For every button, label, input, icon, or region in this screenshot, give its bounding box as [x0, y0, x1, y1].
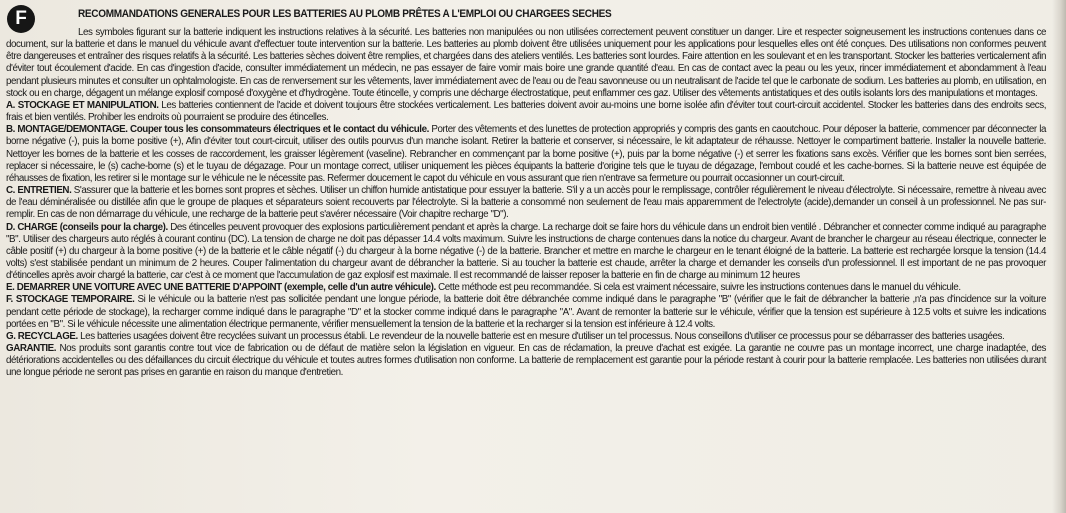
section-c-heading: C. ENTRETIEN.	[6, 185, 72, 197]
page-edge-shadow	[1052, 0, 1066, 513]
section-a-text: Les batteries contiennent de l'acide et doivent toujours être stockées verticalement. Les batteries doivent avoir au-moins une borne isolée afin d'éviter tout court-circuit accidentel. Stocker les batteries dans des endroits secs, frais et bien ventilés. Prohiber les endroits où pourraient se produire des étincelles.	[6, 99, 1046, 124]
section-f	[6, 294, 1046, 330]
warranty-heading: GARANTIE.	[6, 343, 57, 355]
section-c	[6, 185, 1046, 221]
section-d-heading: D. CHARGE (conseils pour la charge).	[6, 221, 168, 233]
section-c-text: S'assurer que la batterie et les bornes sont propres et sèches. Utiliser un chiffon humide antistatique pour essuyer la batterie. S'il y a un accès pour le remplissage, contrôler régulièrement le niveau d'électrolyte. Si nécessaire, remettre à niveau avec de l'eau déminéralisée ou distillée afin que le groupe de plaques et séparateurs soient recouverts par l'électrolyte. Si la batterie a consommé non seulement de l'eau mais apparemment de l'electrolyte (acide),demander un conseil à un professionnel. Ne pas sur-remplir. En cas de non démarrage du véhicule, une recharge de la batterie peut s'avérer nécessaire (Voir chapitre recharge "D").	[6, 185, 1046, 221]
section-b-heading: B. MONTAGE/DEMONTAGE.	[6, 124, 128, 136]
section-f-heading: F. STOCKAGE TEMPORAIRE.	[6, 294, 135, 306]
section-d-text: Des étincelles peuvent provoquer des explosions particulièrement pendant et après la charge. La recharge doit se faire hors du véhicule dans un endroit bien ventilé . Débrancher et connecter comme indiqué au paragraphe "B". Utiliser des chargeurs auto réglés à courant continu (DC). La tension de charge ne doit pas dépasser 14.4 volts maximum. Suivre les instructions de charge contenues dans la notice du chargeur. Avant de brancher le chargeur au réseau électrique, connecter le câble positif (+) du chargeur à la borne positive (+) de la batterie et le câble négatif (-) du chargeur à la borne négative (-) de la batterie. Brancher et mettre en marche le chargeur en le tenant éloigné de la batterie. La batterie est rechargée lorsque la tension (14.4 volts) s'est stabilisée pendant un minimum de 2 heures. Couper l'alimentation du chargeur avant de débrancher la batterie. Si au toucher la batterie est chaude, arrêter la charge et demander les conseils d'un professionnel. Il est important de ne pas provoquer d'étincelles après avoir chargé la batterie, car c'est à ce moment que l'accumulation de gaz explosif est maximale. Il est recommandé de laisser reposer la batterie en fin de charge au minimum 12 heures	[6, 221, 1046, 282]
section-b-emphasis: Couper tous les consommateurs électriques et le contact du véhicule.	[127, 124, 429, 136]
warranty-text: Nos produits sont garantis contre tout vice de fabrication ou de défaut de matière selon la législation en vigueur. En cas de réclamation, la preuve d'achat est exigée. La garantie ne couvre pas un montage incorrect, une charge inadaptée, des détériorations accidentelles ou des défaillances du circuit électrique du véhicule et toutes autres formes d'utilisation non conforme. La batterie de remplacement est garantie pour la période restant à courir pour la batterie remplacée. Les batteries non utilisées durant une longue période ne seront pas prises en garantie en raison du manque d'entretien.	[6, 343, 1046, 379]
section-a	[6, 100, 1046, 124]
section-e-text: Cette méthode est peu recommandée. Si cela est vraiment nécessaire, suivre les instructions contenues dans le manuel du véhicule.	[435, 282, 961, 294]
section-g-text: Les batteries usagées doivent être recyclées suivant un processus établi. Le revendeur de la nouvelle batterie est en mesure d'utiliser un tel processus. Nous conseillons d'utiliser ce processus pour se débarrasser des batteries usagées.	[77, 330, 1005, 342]
section-a-heading: A. STOCKAGE ET MANIPULATION.	[6, 99, 159, 111]
section-d	[6, 222, 1046, 283]
section-e	[6, 282, 1046, 294]
document-title: RECOMMANDATIONS GENERALES POUR LES BATTERIES AU PLOMB PRÊTES A L'EMPLOI OU CHARGEES SECHES	[78, 8, 612, 20]
section-g-heading: G. RECYCLAGE.	[6, 330, 78, 342]
document-body	[6, 27, 1046, 380]
language-badge: F	[7, 5, 35, 33]
intro-paragraph: Les symboles figurant sur la batterie indiquent les instructions relatives à la sécurité. Les batteries non manipulées ou non utilisées correctement peuvent constituer un danger. Lire et respecter soigneusement les instructions contenues dans ce document, sur la batterie et dans le manuel du véhicule avant d'effectuer toute intervention sur la batterie. Les batteries au plomb doivent être utilisées uniquement pour les applications pour lesquelles elles ont été conçues. Des utilisations non conformes peuvent être dangereuses et entraîner des risques relatifs à la sécurité. Les batteries sèches doivent être remplies, et chargées dans des ateliers ventilés. Les batteries sont lourdes. Faire attention en les soulevant et en les transportant. Stocker les batteries verticalement afin d'éviter tout écoulement d'acide. En cas d'ingestion d'acide, consulter immédiatement un médecin, ne pas essayer de faire vomir mais boire une grande quantité d'eau. En cas de contact avec la peau ou les yeux, rincer immédiatement et abondamment à l'eau pendant plusieurs minutes et consulter un ophtalmologiste. En cas de renversement sur les vêtements, laver immédiatement avec de l'eau ou de l'eau savonneuse ou un neutralisant de l'acide tel que le carbonate de sodium. Les batteries au plomb, en utilisation, en stock ou en charge, dégagent un mélange explosif composé d'oxygène et d'hydrogène. Toute étincelle, y compris une décharge électrostatique, peut enflammer ces gaz. Utiliser des vêtements antistatiques et des outils isolants lors des manipulations et montages.	[6, 27, 1046, 99]
section-e-heading: E. DEMARRER UNE VOITURE AVEC UNE BATTERIE D'APPOINT (exemple, celle d'un autre véhicule).	[6, 282, 436, 294]
section-b	[6, 124, 1046, 185]
section-b-text: Porter des vêtements et des lunettes de protection appropriés y compris des gants en caoutchouc. Pour déposer la batterie, commencer par déconnecter la borne négative (-), puis la borne positive (+), Afin d'éviter tout court-circuit, utiliser des outils pourvus d'un manche isolant. Retirer la batterie et conserver, si nécessaire, le kit adaptateur de réhausse. Nettoyer le compartiment batterie. Installer la nouvelle batterie. Nettoyer les bornes de la batterie et les cosses de raccordement, les graisser légèrement (vaseline). Rebrancher en commençant par la borne positive (+), puis par la borne négative (-) et serrer les fixations sans excès. Vérifier que les bornes sont bien serrées, replacer si nécessaire, le (s) cache-borne (s) et le tuyau de dégazage. Pour un montage correct, utiliser uniquement les pièces équipants la batterie d'origine tels que le tuyau de dégazage, l'embout coudé et les cache-bornes. Si la batterie neuve est équipée de réhausses de fixation, les retirer si le montage sur le véhicule ne le nécessite pas. Refermer doucement le capot du véhicule en vous assurant que rien n'entrave sa fermeture ou pourrait occasionner un court-circuit.	[6, 124, 1046, 184]
section-g	[6, 331, 1046, 380]
section-f-text: Si le véhicule ou la batterie n'est pas sollicitée pendant une longue période, la batterie doit être débranchée comme indiqué dans le paragraphe "B" (vérifier que le fait de débrancher la batterie ,n'a pas d'incidence sur la voiture pendant cette période de stockage), la recharger comme indiqué dans le paragraphe "D" et la stocker comme indiqué dans le paragraphe "A". Avant de remonter la batterie sur le véhicule, vérifier que la tension est supérieure à 12.5 volts et suivre les indications portées en "B". Si le véhicule nécessite une alimentation électrique permanente, vérifier mensuellement la tension de la batterie et la recharger si la tension est inférieure à 12.4 volts.	[6, 294, 1046, 330]
